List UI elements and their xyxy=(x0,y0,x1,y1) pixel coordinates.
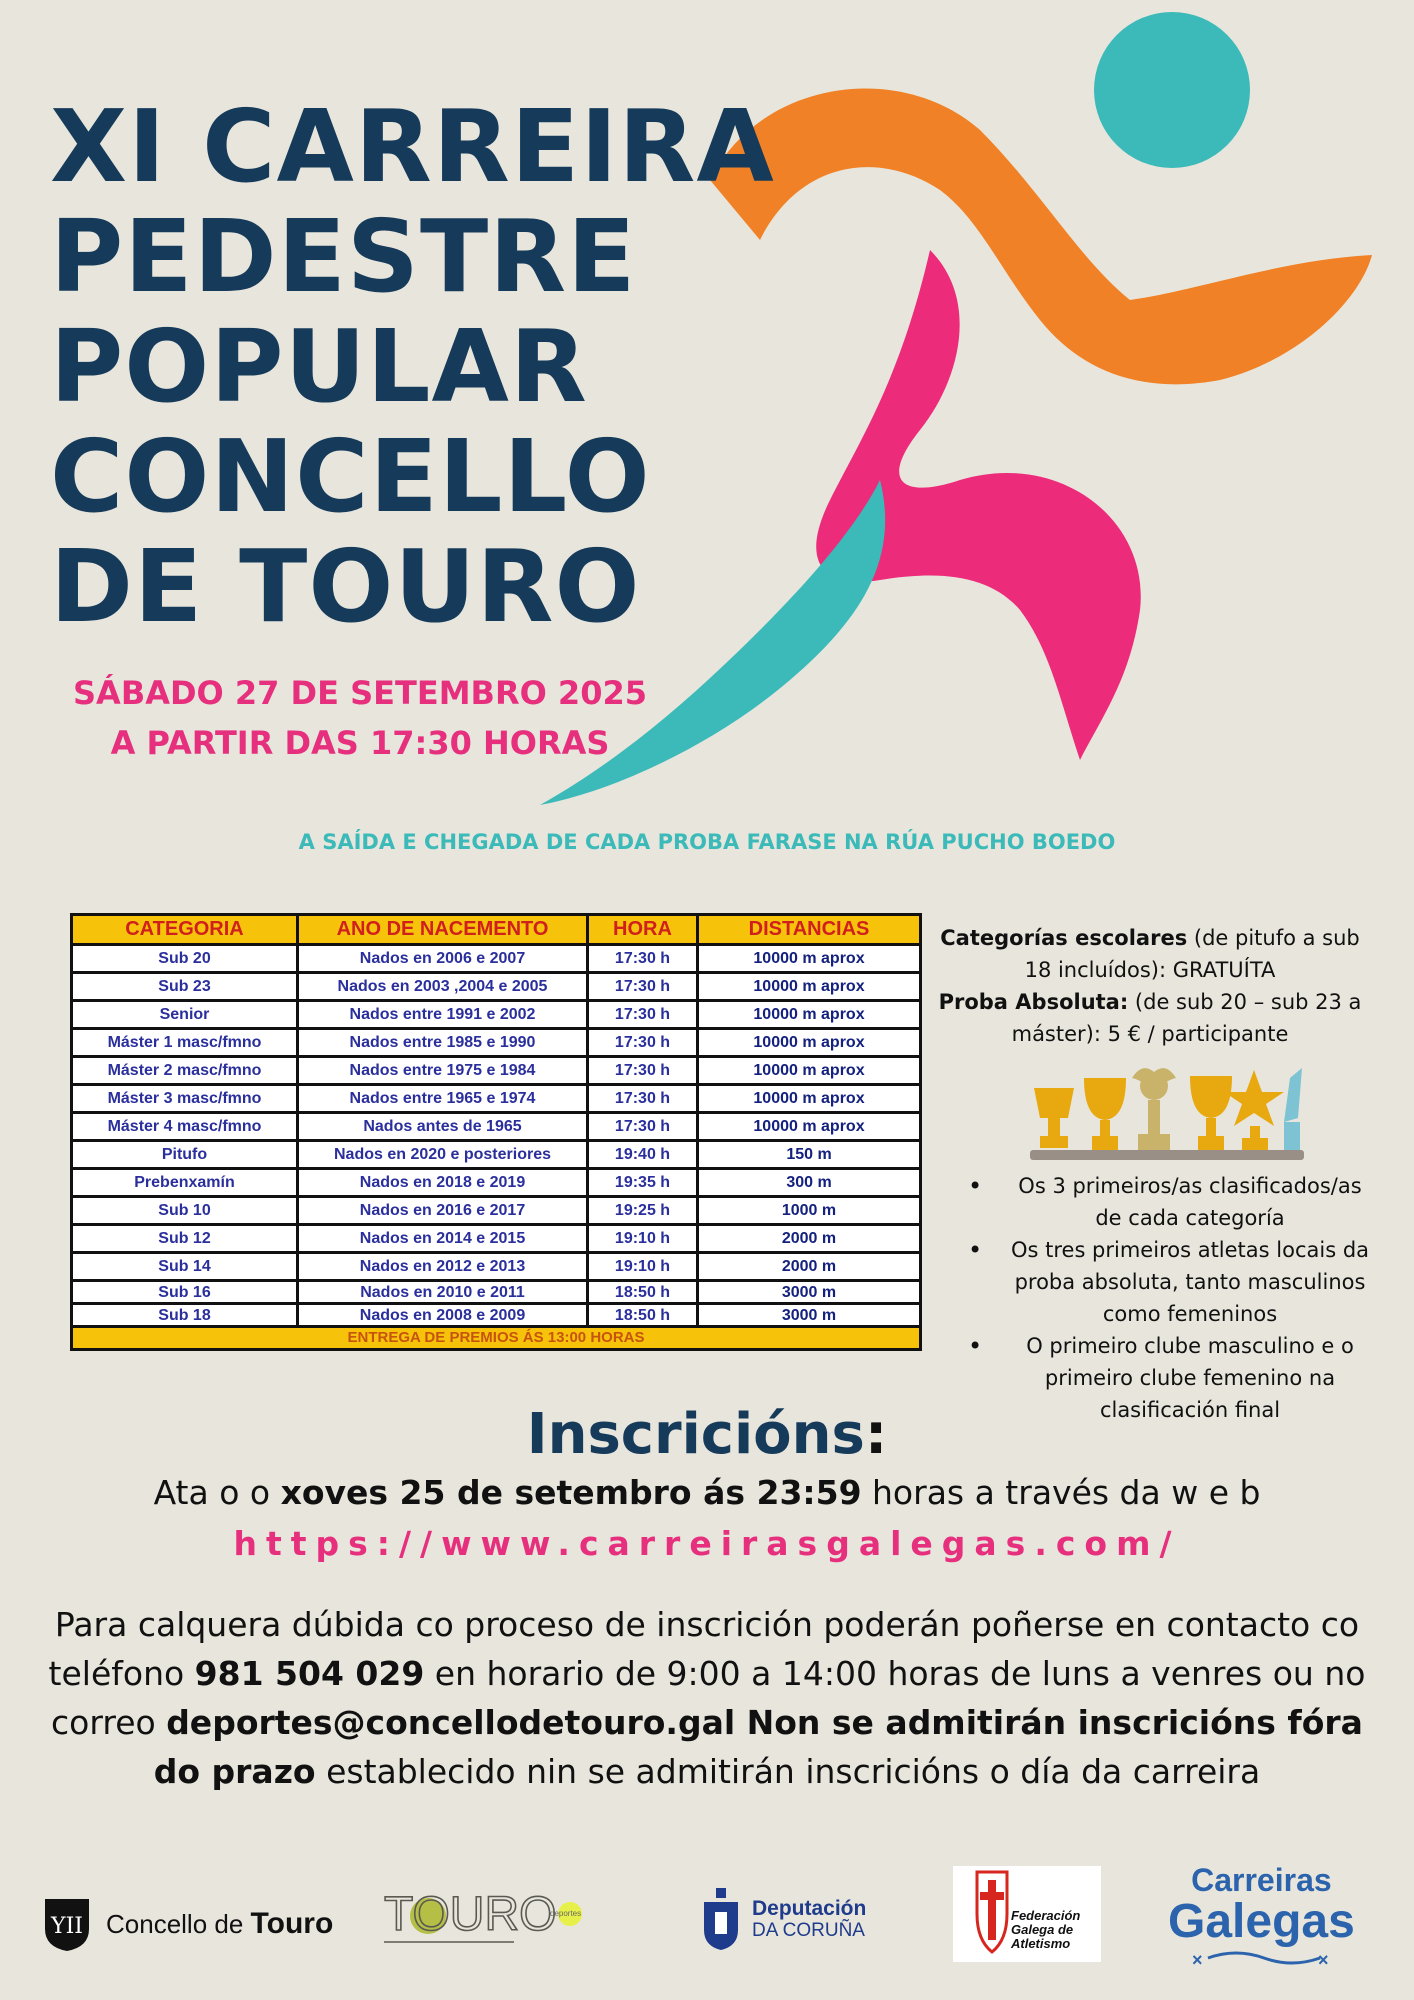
cell-ano: Nados en 2014 e 2015 xyxy=(298,1225,588,1253)
table-row xyxy=(72,973,921,1001)
table-row xyxy=(72,1029,921,1057)
fga-emblem xyxy=(953,1866,1101,1962)
cell-distancia: 1000 m xyxy=(698,1197,921,1225)
cell-ano: Nados entre 1985 e 1990 xyxy=(298,1029,588,1057)
concello-logo-pre: Concello de xyxy=(106,1909,251,1939)
title-line: POPULAR xyxy=(50,308,588,425)
table-header-row xyxy=(72,915,921,945)
touro-deportes-logo xyxy=(384,1888,594,1948)
registration-title xyxy=(0,1402,1414,1467)
concello-touro-logo xyxy=(42,1895,333,1953)
table-row xyxy=(72,1001,921,1029)
prizes-list xyxy=(958,1170,1378,1426)
trophies-icon xyxy=(1022,1058,1312,1168)
header-hora: HORA xyxy=(588,915,698,945)
fees-absolute xyxy=(930,986,1370,1050)
cell-distancia: 10000 m aprox xyxy=(698,1001,921,1029)
deputacion-line-2: DA CORUÑA xyxy=(752,1920,865,1941)
fees-school-text: (de pitufo a sub 18 incluídos): GRATUÍTA xyxy=(1024,926,1360,982)
cell-categoria: Máster 2 masc/fmno xyxy=(72,1057,298,1085)
date-line: SÁBADO 27 DE SETEMBRO 2025 xyxy=(73,674,647,712)
fga-line-1: Federación xyxy=(1011,1908,1081,1923)
cell-ano: Nados en 2020 e posteriores xyxy=(298,1141,588,1169)
cell-categoria: Sub 14 xyxy=(72,1253,298,1281)
cell-categoria: Sub 10 xyxy=(72,1197,298,1225)
cell-hora: 17:30 h xyxy=(588,1085,698,1113)
cell-distancia: 10000 m aprox xyxy=(698,973,921,1001)
title-line: PEDESTRE xyxy=(50,198,637,315)
fees-school-label: Categorías escolares xyxy=(940,926,1188,950)
svg-text:×: × xyxy=(1192,1950,1203,1970)
sponsor-logos xyxy=(0,1850,1414,1970)
cell-hora: 17:30 h xyxy=(588,1029,698,1057)
cell-categoria: Senior xyxy=(72,1001,298,1029)
registration-deadline xyxy=(0,1473,1414,1512)
cell-distancia: 10000 m aprox xyxy=(698,1029,921,1057)
header-distancias: DISTANCIAS xyxy=(698,915,921,945)
cell-distancia: 10000 m aprox xyxy=(698,1085,921,1113)
title-line: DE TOURO xyxy=(50,528,641,645)
registration-title-text: Inscricións xyxy=(526,1402,865,1467)
table-row xyxy=(72,1085,921,1113)
touro-crest-icon xyxy=(42,1895,92,1953)
concello-logo-bold: Touro xyxy=(250,1907,334,1940)
deadline-post: horas a través da w e b xyxy=(861,1473,1261,1512)
cell-ano: Nados entre 1991 e 2002 xyxy=(298,1001,588,1029)
table-row xyxy=(72,1225,921,1253)
cell-categoria: Prebenxamín xyxy=(72,1169,298,1197)
federacion-galega-logo xyxy=(953,1866,1101,1962)
table-row xyxy=(72,1197,921,1225)
cell-distancia: 300 m xyxy=(698,1169,921,1197)
cell-categoria: Máster 1 masc/fmno xyxy=(72,1029,298,1057)
cell-ano: Nados en 2008 e 2009 xyxy=(298,1304,588,1327)
list-item: • O primeiro clube masculino e o primeiro clube femenino na clasificación final xyxy=(958,1330,1378,1426)
cell-hora: 19:25 h xyxy=(588,1197,698,1225)
contact-text-1: Para calquera dúbida co proceso de inscrición poderán poñerse en contacto co teléfono xyxy=(48,1605,1360,1693)
cell-ano: Nados en 2016 e 2017 xyxy=(298,1197,588,1225)
cell-distancia: 3000 m xyxy=(698,1304,921,1327)
fees-absolute-label: Proba Absoluta: xyxy=(938,990,1129,1014)
deputacion-line-1: Deputación xyxy=(752,1897,867,1920)
cell-ano: Nados en 2012 e 2013 xyxy=(298,1253,588,1281)
deputacion-text xyxy=(752,1898,866,1942)
touro-logo-sub: deportes xyxy=(550,1909,582,1918)
cell-ano: Nados entre 1975 e 1984 xyxy=(298,1057,588,1085)
title-line: CONCELLO xyxy=(50,418,651,535)
categories-table-body xyxy=(72,945,921,1350)
table-row xyxy=(72,1253,921,1281)
cell-distancia: 10000 m aprox xyxy=(698,945,921,973)
contact-phone: 981 504 029 xyxy=(194,1654,425,1693)
svg-text:×: × xyxy=(1318,1950,1329,1970)
cell-categoria: Pitufo xyxy=(72,1141,298,1169)
cell-hora: 19:10 h xyxy=(588,1253,698,1281)
cell-distancia: 2000 m xyxy=(698,1253,921,1281)
contact-text-2: en horario de 9:00 a 14:00 horas de luns a venres ou no correo xyxy=(51,1654,1366,1742)
cell-ano: Nados en 2006 e 2007 xyxy=(298,945,588,973)
cell-distancia: 3000 m xyxy=(698,1281,921,1304)
cell-ano: Nados en 2018 e 2019 xyxy=(298,1169,588,1197)
cell-hora: 18:50 h xyxy=(588,1304,698,1327)
categories-table xyxy=(70,913,922,1351)
touro-deportes-mark xyxy=(384,1888,594,1948)
cell-hora: 18:50 h xyxy=(588,1281,698,1304)
fga-line-2: Galega de xyxy=(1011,1922,1074,1937)
cell-distancia: 2000 m xyxy=(698,1225,921,1253)
time-line: A PARTIR DAS 17:30 HORAS xyxy=(110,724,610,762)
contact-text-3: establecido nin se admitirán inscricións o día da carreira xyxy=(315,1752,1261,1791)
cell-ano: Nados antes de 1965 xyxy=(298,1113,588,1141)
cell-hora: 19:40 h xyxy=(588,1141,698,1169)
table-row xyxy=(72,1057,921,1085)
contact-info xyxy=(40,1600,1374,1796)
header-ano: ANO DE NACEMENTO xyxy=(298,915,588,945)
fees-info xyxy=(930,922,1370,1050)
cell-hora: 17:30 h xyxy=(588,1057,698,1085)
cell-ano: Nados entre 1965 e 1974 xyxy=(298,1085,588,1113)
table-row xyxy=(72,1113,921,1141)
deputacion-logo xyxy=(700,1888,866,1952)
svg-text:YII: YII xyxy=(51,1914,83,1939)
registration-url-link[interactable]: https://www.carreirasgalegas.com/ xyxy=(233,1524,1181,1563)
cell-hora: 17:30 h xyxy=(588,1113,698,1141)
cell-distancia: 10000 m aprox xyxy=(698,1113,921,1141)
cell-hora: 19:35 h xyxy=(588,1169,698,1197)
cell-categoria: Sub 16 xyxy=(72,1281,298,1304)
categories-table-wrap xyxy=(70,913,922,1351)
list-item: • Os tres primeiros atletas locais da proba absoluta, tanto masculinos como femeninos xyxy=(958,1234,1378,1330)
carreiras-line-1: Carreiras xyxy=(1191,1862,1332,1898)
table-row xyxy=(72,1169,921,1197)
touro-logo-letters: TOURO xyxy=(384,1888,557,1941)
cell-ano: Nados en 2003 ,2004 e 2005 xyxy=(298,973,588,1001)
awards-note: ENTREGA DE PREMIOS ÁS 13:00 HORAS xyxy=(72,1327,921,1350)
registration-title-colon: : xyxy=(864,1402,888,1467)
contact-email-warning: deportes@concellodetouro.gal Non se admitirán inscricións fóra do prazo xyxy=(153,1703,1363,1791)
cell-categoria: Máster 4 masc/fmno xyxy=(72,1113,298,1141)
prizes-list-wrap xyxy=(958,1170,1378,1426)
runner-head xyxy=(1094,12,1250,168)
header-categoria: CATEGORIA xyxy=(72,915,298,945)
cell-categoria: Sub 20 xyxy=(72,945,298,973)
table-row xyxy=(72,945,921,973)
list-item: • Os 3 primeiros/as clasificados/as de cada categoría xyxy=(958,1170,1378,1234)
fees-absolute-text: (de sub 20 – sub 23 a máster): 5 € / participante xyxy=(1011,990,1362,1046)
cell-hora: 17:30 h xyxy=(588,1001,698,1029)
table-row xyxy=(72,1141,921,1169)
table-row xyxy=(72,1281,921,1304)
table-footer-row xyxy=(72,1327,921,1350)
concello-logo-text xyxy=(106,1907,333,1941)
event-title xyxy=(50,88,870,645)
deputacion-shield-icon xyxy=(700,1888,742,1952)
carreiras-line-2: Galegas xyxy=(1168,1895,1355,1948)
cell-hora: 17:30 h xyxy=(588,945,698,973)
cell-hora: 19:10 h xyxy=(588,1225,698,1253)
fees-school xyxy=(930,922,1370,986)
event-date xyxy=(30,668,690,768)
cell-categoria: Sub 12 xyxy=(72,1225,298,1253)
route-note-text: A SAÍDA E CHEGADA DE CADA PROBA FARASE NA RÚA PUCHO BOEDO xyxy=(298,830,1116,854)
cell-categoria: Sub 18 xyxy=(72,1304,298,1327)
carreiras-galegas-logo xyxy=(1168,1862,1355,1970)
deadline-date: xoves 25 de setembro ás 23:59 xyxy=(280,1473,862,1512)
cell-categoria: Máster 3 masc/fmno xyxy=(72,1085,298,1113)
carreiras-wave-icon xyxy=(1186,1946,1336,1970)
deadline-pre: Ata o o xyxy=(153,1473,281,1512)
route-note xyxy=(0,830,1414,854)
cell-hora: 17:30 h xyxy=(588,973,698,1001)
table-row xyxy=(72,1304,921,1327)
cell-distancia: 10000 m aprox xyxy=(698,1057,921,1085)
fga-line-3: Atletismo xyxy=(1011,1936,1071,1951)
title-line: XI CARREIRA xyxy=(50,88,775,205)
cell-ano: Nados en 2010 e 2011 xyxy=(298,1281,588,1304)
cell-distancia: 150 m xyxy=(698,1141,921,1169)
cell-categoria: Sub 23 xyxy=(72,973,298,1001)
